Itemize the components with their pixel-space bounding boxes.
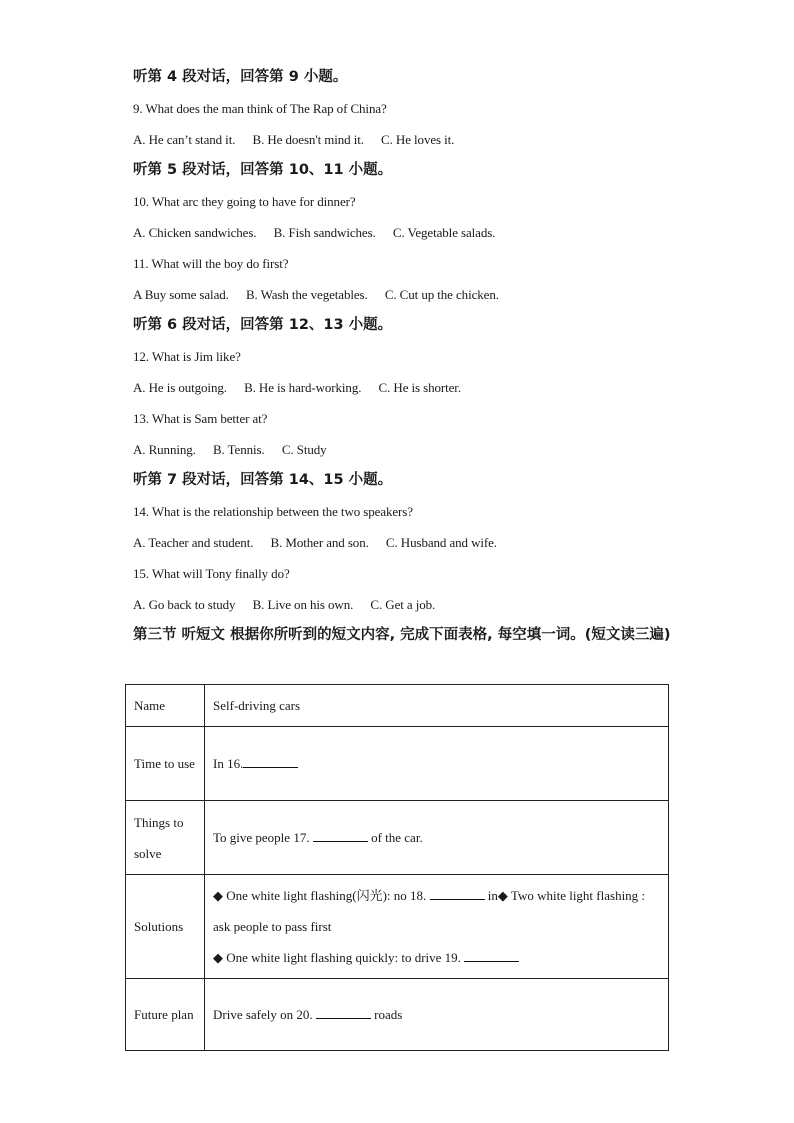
solution-1-prefix: ◆ One white light flashing(闪光): no 18. [213, 888, 427, 903]
table-row [126, 801, 669, 875]
future-prefix: Drive safely on 20. [213, 1007, 313, 1022]
table-row [126, 979, 669, 1051]
question-15-options [133, 589, 673, 620]
future-cell [205, 979, 669, 1051]
things-label: Things to solve [126, 801, 205, 875]
solutions-label: Solutions [126, 875, 205, 979]
name-value: Self-driving cars [205, 685, 669, 727]
time-label: Time to use [126, 727, 205, 801]
solution-1-rest: in◆ Two white light flashing : ask people to pass first [213, 888, 646, 934]
option: C. Vegetable salads. [392, 225, 496, 240]
question-9-options [133, 124, 673, 155]
question-12-options [133, 372, 673, 403]
blank-19[interactable] [464, 947, 519, 962]
option: B. He is hard-working. [244, 380, 362, 395]
future-label: Future plan [126, 979, 205, 1051]
section-4-heading: 听第 4 段对话，回答第 9 小题。 [133, 69, 348, 85]
question-10-options [133, 217, 673, 248]
option: A. Teacher and student. [133, 535, 254, 550]
option: C. Get a job. [370, 597, 436, 612]
option: C. He loves it. [381, 132, 455, 147]
part-3-heading: 第三节 听短文 根据你所听到的短文内容, 完成下面表格, 每空填一词。(短文读三遍) [133, 627, 671, 643]
question-14: 14. What is the relationship between the two speakers? [133, 504, 413, 519]
table-row [126, 727, 669, 801]
future-suffix: roads [374, 1007, 403, 1022]
blank-20[interactable] [316, 1004, 371, 1019]
option: A. He can’t stand it. [133, 132, 236, 147]
option: C. He is shorter. [378, 380, 461, 395]
document-body [133, 62, 673, 651]
option: B. Live on his own. [252, 597, 354, 612]
question-10: 10. What arc they going to have for dinner? [133, 194, 356, 209]
time-cell [205, 727, 669, 801]
solution-2-prefix: ◆ One white light flashing quickly: to drive 19. [213, 950, 461, 965]
option: A Buy some salad. [133, 287, 229, 302]
fill-in-table [125, 684, 669, 1051]
question-15: 15. What will Tony finally do? [133, 566, 290, 581]
table-row [126, 685, 669, 727]
option: A. He is outgoing. [133, 380, 227, 395]
blank-16[interactable] [243, 753, 298, 768]
section-7-heading: 听第 7 段对话，回答第 14、15 小题。 [133, 472, 393, 488]
things-prefix: To give people 17. [213, 830, 310, 845]
option: B. Fish sandwiches. [273, 225, 376, 240]
things-cell [205, 801, 669, 875]
option: B. Tennis. [212, 442, 265, 457]
time-prefix: In 16. [213, 756, 244, 771]
blank-17[interactable] [313, 827, 368, 842]
question-11-options [133, 279, 673, 310]
option: A. Running. [133, 442, 196, 457]
question-13: 13. What is Sam better at? [133, 411, 268, 426]
table-row [126, 875, 669, 979]
section-5-heading: 听第 5 段对话，回答第 10、11 小题。 [133, 162, 393, 178]
things-suffix: of the car. [371, 830, 423, 845]
section-6-heading: 听第 6 段对话，回答第 12、13 小题。 [133, 317, 393, 333]
question-9: 9. What does the man think of The Rap of China? [133, 101, 387, 116]
option: C. Study [281, 442, 327, 457]
option: B. Mother and son. [270, 535, 369, 550]
name-label: Name [126, 685, 205, 727]
option: B. He doesn't mind it. [252, 132, 364, 147]
question-11: 11. What will the boy do first? [133, 256, 289, 271]
blank-18[interactable] [430, 885, 485, 900]
question-14-options [133, 527, 673, 558]
option: A. Go back to study [133, 597, 236, 612]
question-12: 12. What is Jim like? [133, 349, 241, 364]
question-13-options [133, 434, 673, 465]
option: A. Chicken sandwiches. [133, 225, 257, 240]
option: C. Cut up the chicken. [384, 287, 499, 302]
solutions-cell [205, 875, 669, 979]
option: C. Husband and wife. [385, 535, 497, 550]
option: B. Wash the vegetables. [245, 287, 368, 302]
